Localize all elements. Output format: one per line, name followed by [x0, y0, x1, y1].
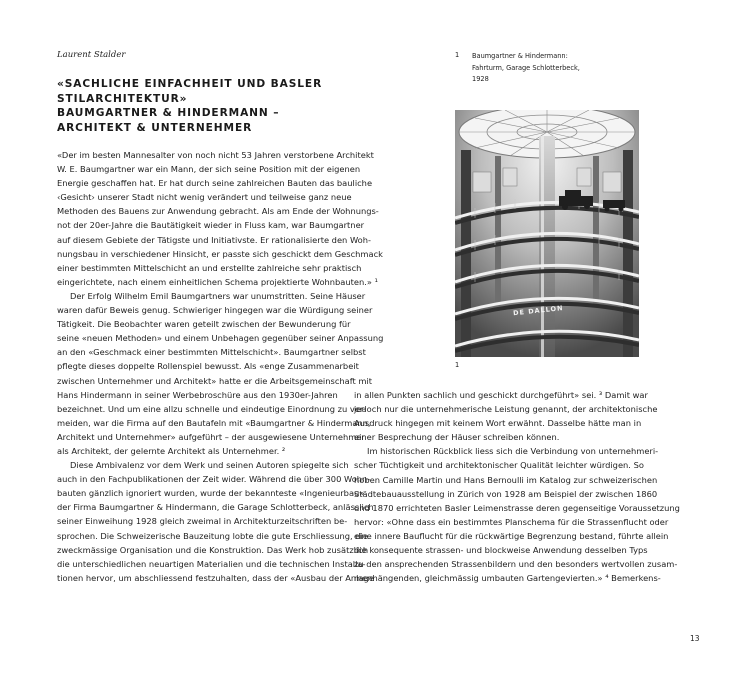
figure-caption: [472, 51, 580, 86]
body-text-right-column: [354, 388, 680, 585]
text-line: eine innere Bauflucht für die rückwärtige Begrenzung bestand, führte allein: [354, 530, 669, 541]
text-line: «Der im besten Mannesalter von noch nicht 53 Jahren verstorbene Architekt: [57, 150, 374, 160]
text-line: die unterschiedlichen neuartigen Materialien und die technischen Installa-: [57, 558, 366, 569]
text-line: einer Besprechung der Häuser schreiben können.: [354, 432, 560, 443]
text-line: auch in den Fachpublikationen der Zeit wider. Während die über 300 Wohn-: [57, 474, 371, 485]
text-line: und 1870 errichteten Basler Leimenstrasse deren gegenseitige Voraussetzung: [354, 502, 680, 513]
text-line: auf diesem Gebiete der Tätigste und Initiativste. Er rationalisierte den Woh-: [57, 234, 371, 245]
text-line: sprochen. Die Schweizerische Bauzeitung lobte die gute Erschliessung, die: [57, 530, 368, 541]
text-line: pflegte dieses doppelte Rollenspiel bewusst. Als «enge Zusammenarbeit: [57, 361, 359, 372]
text-line: menhängenden, gleichmässig umbauten Gartengevierten.» ⁴ Bemerkens-: [354, 573, 661, 584]
photo-illustration: [455, 110, 639, 357]
article-headline: [57, 77, 347, 135]
text-line: bauten gänzlich ignoriert wurden, wurde der bekannteste «Ingenieurbau»: [57, 488, 365, 499]
ramp-lettering: DE DALLON: [512, 304, 564, 318]
text-line: not der 20er-Jahre die Bautätigkeit wieder in Fluss kam, war Baumgartner: [57, 220, 365, 231]
text-line: zu den ansprechenden Strassenbildern und den besonders wertvollen zusam-: [354, 559, 678, 570]
text-line: waren dafür Beweis genug. Schwieriger hingegen war die Würdigung seiner: [57, 305, 373, 316]
text-line: nungsbau in verschiedener Hinsicht, er passte sich geschickt dem Geschmack: [57, 248, 383, 259]
text-line: seiner Einweihung 1928 gleich zweimal in Architekturzeitschriften be-: [57, 516, 348, 527]
page-number: 13: [690, 634, 700, 643]
text-line: der Firma Baumgartner & Hindermann, die Garage Schlotterbeck, anlässlich: [57, 502, 374, 513]
text-line: Methoden des Bauens zur Anwendung gebracht. Als am Ende der Wohnungs-: [57, 206, 379, 217]
caption-line: 1928: [472, 75, 489, 83]
text-line: hoben Camille Martin und Hans Bernoulli im Katalog zur schweizerischen: [354, 474, 658, 485]
text-line: Der Erfolg Wilhelm Emil Baumgartners war unumstritten. Seine Häuser: [70, 290, 366, 301]
photo-number: 1: [455, 361, 460, 369]
caption-line: Fahrturm, Garage Schlotterbeck,: [472, 63, 580, 72]
text-line: Tätigkeit. Die Beobachter waren geteilt zwischen der Bewunderung für: [57, 319, 351, 330]
headline-line: STILARCHITEKTUR»: [57, 92, 188, 105]
text-line: einer bestimmten Mittelschicht an und erstellte zahlreiche sehr praktisch: [57, 262, 362, 273]
figure-number: 1: [455, 51, 460, 59]
text-line: Architekt und Unternehmer» aufgeführt – der ausgewiesene Unternehmer: [57, 431, 365, 442]
text-line: bezeichnet. Und um eine allzu schnelle und eindeutige Einordnung zu ver-: [57, 403, 366, 414]
text-line: tionen hervor, um abschliessend festzuhalten, dass der «Ausbau der Anlage: [57, 572, 374, 583]
text-line: an den «Geschmack einer bestimmten Mittelschicht». Baumgartner selbst: [57, 347, 366, 358]
text-line: Ausdruck hingegen mit keinem Wort erwähnt. Dasselbe hätte man in: [354, 418, 642, 429]
caption-line: Baumgartner & Hindermann:: [472, 52, 568, 60]
author-name: Laurent Stalder: [57, 50, 126, 60]
text-line: scher Tüchtigkeit und architektonischer Qualität leichter würdigen. So: [354, 460, 644, 471]
text-line: meiden, war die Firma auf den Bautafeln mit «Baumgartner & Hindermann,: [57, 417, 371, 428]
text-line: eingerichtete, nach einem einheitlichen Schema projektierte Wohnbauten.» ¹: [57, 276, 378, 287]
text-line: zweckmässige Organisation und die Konstruktion. Das Werk hob zusätzlich: [57, 544, 369, 555]
text-line: Energie geschaffen hat. Er hat durch seine zahlreichen Bauten das bauliche: [57, 178, 373, 189]
text-line: hervor: «Ohne dass ein bestimmtes Planschema für die Strassenflucht oder: [354, 516, 669, 527]
text-line: ‹Gesicht› unserer Stadt nicht wenig verändert und teilweise ganz neue: [57, 192, 352, 203]
text-line: seine «neuen Methoden» und einem Unbehagen gegenüber seiner Anpassung: [57, 333, 384, 344]
text-line: in allen Punkten sachlich und geschickt durchgeführt» sei. ³ Damit war: [354, 390, 648, 400]
text-line: jedoch nur die unternehmerische Leistung genannt, der architektonische: [354, 404, 658, 415]
text-line: Im historischen Rückblick liess sich die Verbindung von unternehmeri-: [367, 446, 659, 457]
text-line: W. E. Baumgartner war ein Mann, der sich seine Position mit der eigenen: [57, 164, 361, 175]
headline-line: «SACHLICHE EINFACHHEIT UND BASLER: [57, 78, 323, 90]
body-text-left-column: [57, 148, 384, 585]
text-line: zwischen Unternehmer und Architekt» hatte er die Arbeitsgemeinschaft mit: [57, 375, 373, 386]
headline-line: BAUMGARTNER & HINDERMANN –: [57, 107, 280, 119]
text-line: Hans Hindermann in seiner Werbebroschüre aus den 1930er-Jahren: [57, 389, 338, 400]
text-line: die konsequente strassen- und blockweise Anwendung desselben Typs: [354, 545, 648, 556]
headline-line: ARCHITEKT & UNTERNEHMER: [57, 121, 253, 134]
text-line: als Architekt, der gelernte Architekt als Unternehmer. ²: [57, 445, 286, 456]
garage-ramp-photo: [455, 110, 639, 357]
text-line: Diese Ambivalenz vor dem Werk und seinen Autoren spiegelte sich: [70, 460, 349, 471]
text-line: Städtebauausstellung in Zürich von 1928 am Beispiel der zwischen 1860: [354, 488, 658, 499]
